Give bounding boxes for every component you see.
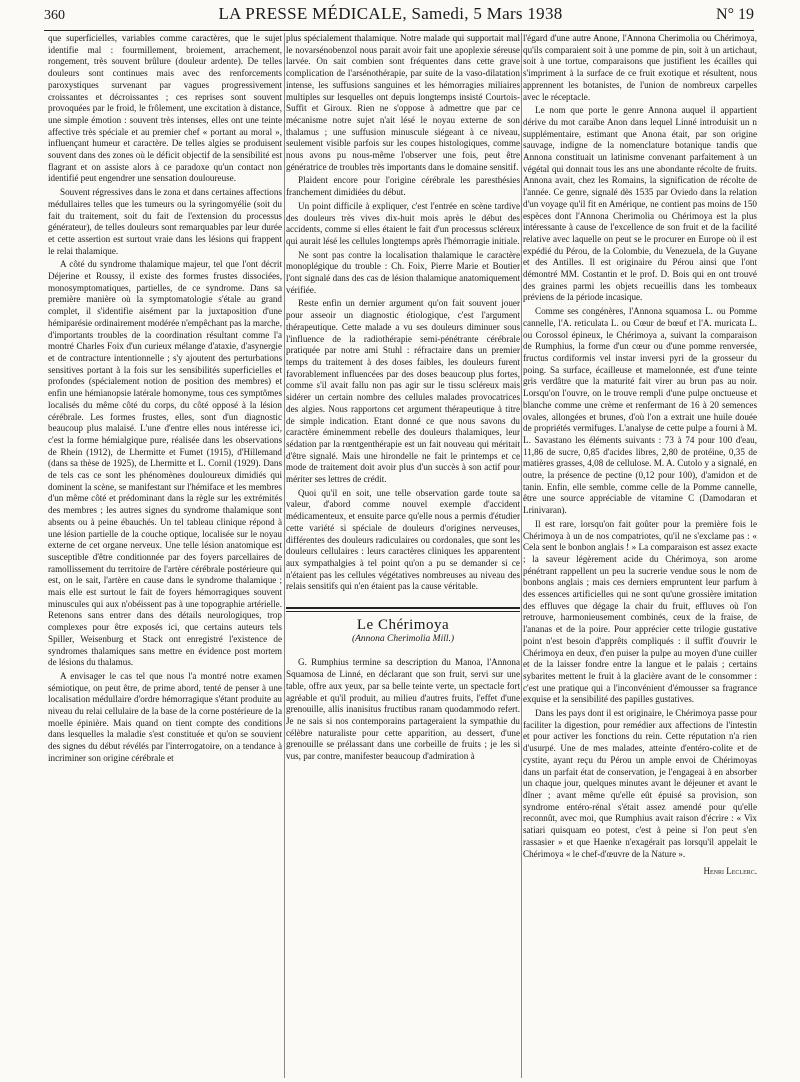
column-rule [284,33,285,1078]
paragraph: Il est rare, lorsqu'on fait goûter pour la première fois le Chérimoya à un de nos compatriotes, qu'il ne s'exclame pas : « Cela sent le bonbon anglais ! » La comparaison est assez exacte ; la saveur légèrement acide du Chérimoya, son arome pénétrant rappellent un peu la sucrerie vendue sous le nom de bonbons anglais ; mais ces derniers empruntent leur parfum à des essences artificielles qui ne sont qu'une grossière imitation des effluves que dégage la chair du fruit, effluves où l'on retrouve, harmonieusement combinés, ceux de la fraise, de l'ananas et de la poire. Pour apprécier cette trilogie gustative point n'est besoin d'apprêts compliqués : il suffit d'ouvrir le Chérimoya en deux, d'en puiser la pulpe au moyen d'une cuiller et de la laisser fondre entre la langue et le palais ; certains sybarites mettent le fruit à la glacière avant de le consommer : c'est une pratique qui a l'inconvénient d'émousser sa fragrance exquise et la sensibilité des papilles gustatives. [523,518,757,705]
article-separator [286,607,520,612]
paragraph: A envisager le cas tel que nous l'a montré notre examen sémiotique, on peut être, de prime abord, tenté de penser à une localisation médullaire d'ordre hémorragique s'étant produite au niveau du relai cellulaire de la base de la corne postérieure de la moelle épinière. Mais quand on tient compte des conditions dans lesquelles la maladie s'est constituée et qu'on se souvient des signes du début révélés par l'interrogatoire, on a tendance à incriminer son origine cérébrale et [48,670,282,763]
paragraph: Dans les pays dont il est originaire, le Chérimoya passe pour faciliter la digestion, pour remédier aux affections de l'intestin et pour activer les fonctions du rein. Cette réputation n'a rien d'usurpé. Une de mes malades, atteinte d'entéro-colite et de cystite, ayant reçu du Pérou un ample envoi de Chérimoyas dans un parfait état de conservation, je l'engageai à en absorber un chaque jour, quelques minutes avant le déjeuner et avant le dîner ; avant même qu'elle eût épuisé sa provision, son syndrome entéro-rénal s'était assez amendé pour qu'elle reconnût, avec moi, que Rumphius avait raison d'écrire : « Vix satiari quisquam eo potest, c'est à peine si l'on peut s'en rassasier » et que Haenke n'exagérait pas lorsqu'il appelait le Chérimoya « le chef-d'œuvre de la Nature ». [523,708,757,859]
text-column-1 [48,33,282,1081]
paragraph: Le nom que porte le genre Annona auquel il appartient dérive du mot caraïbe Anon dans lequel Linné introduisit un n supplémentaire, estimant que Anona était, par son origine sauvage, indigne de la nomenclature botanique tandis que Annona constituait un latinisme convenant parfaitement à un végétal qui donnait tous les ans une abondante récolte de fruits. Annona avait, chez les Romains, la signification de récolte de l'année. Ce genre, signalé dès 1535 par Oviedo dans la relation d'un voyage qu'il fit en Amérique, ne contient pas moins de 150 espèces dont l'Annona Cherimolia ou Chérimoya est la plus intéressante à cause de l'excellence de son fruit et de la facilité relative avec laquelle on peut se le procurer en Europe où il est expédié du Pérou, de la Colombie, du Venezuela, de la Guyane et des Antilles. Il est originaire du Pérou ainsi que l'ont démontré MM. Costantin et le prof. D. Bois qui en ont trouvé des graines parmi les objets recueillis dans les tombeaux préviens de la période incasique. [523,105,757,303]
publication-title: LA PRESSE MÉDICALE, Samedi, 5 Mars 1938 [218,4,563,23]
paragraph: G. Rumphius termine sa description du Manoa, l'Annona Squamosa de Linné, en déclarant que son fruit, servi sur une table, offre aux yeux, par sa belle teinte verte, un spectacle fort agréable et qu'il produit, au milieu d'autres fruits, l'effet d'une grenouille, allis inanisitus fructibus ranam quodammodo refert. Je ne sais si nos contemporains partageraient la sympathie du célèbre naturaliste pour cette apparition, au dessert, d'une grenouille se prélassant dans une corbeille de fruits ; je les si vus, par contre, manifester beaucoup d'admiration à [286,657,520,762]
article-title: Le Chérimoya [356,617,450,634]
author-byline: Henri Leclerc. [703,866,757,877]
issue-number: N° 19 [716,6,754,23]
paragraph: Un point difficile à expliquer, c'est l'entrée en scène tardive des douleurs très vives dix-huit mois après le début des accidents, comme si elles étaient le fait d'un processus scléreux qui aurait lésé les cellules longtemps après l'hémorragie initiale. [286,200,520,246]
text-column-2 [286,33,520,1081]
column-rule [521,33,522,1078]
paragraph: Plaident encore pour l'origine cérébrale les paresthésies franchement dimidiées du début. [286,175,520,198]
paragraph: Souvent régressives dans le zona et dans certaines affections médullaires telles que les tumeurs ou la syringomyélie (soit du fait du traitement, soit du fait de l'extension du processus générateur), de telles douleurs sont remarquables par leur durée et cette assertion est surtout vraie dans les lésions qui frappent le relai thalamique. [48,187,282,256]
paragraph: Reste enfin un dernier argument qu'on fait souvent jouer pour asseoir un diagnostic étiologique, c'est l'argument thérapeutique. Cette malade a vu ses douleurs diminuer sous l'influence de la radiothérapie semi-pénétrante cérébrale pratiquée par notre ami Stuhl : réfractaire dans un premier temps du traitement à des doses faibles, les douleurs furent favorablement influencées par des doses beaucoup plus fortes, comme s'il avait fallu non pas agir sur le tissu scléreux mais sidérer un certain nombre des cellules malades provocatrices des algies. Nous rapportons cet argument thérapeutique à titre de simple indication. Etant donné ce que nous savons du caractère éminemment rebelle des douleurs thalamiques, leur sédation par la rœntgenthérapie est un fait nouveau qui méritait d'être signalé. Mais une hirondelle ne fait le printemps et ce mode de traitement doit avoir plus d'un succès à son actif pour mériter ses lettres de crédit. [286,298,520,485]
paragraph: Quoi qu'il en soit, une telle observation garde toute sa valeur, d'abord comme nouvel exemple d'accident médicamenteux, et ensuite parce qu'elle nous a permis d'étudier cette variété si spéciale de douleurs d'origines nerveuses, différentes des douleurs radiculaires ou cordonales, que sont les douleurs cellulaires : leurs caractères cliniques les apparentent aux sympathalgies à tel point qu'on a pu se demander si ce n'étaient pas les cellules végétatives nombreuses au niveau des relais sensitifs qui n'en étaient pas la cause véritable. [286,487,520,592]
page-header [44,4,754,31]
text-column-3 [523,33,757,1081]
paragraph: Comme ses congénères, l'Annona squamosa L. ou Pomme cannelle, l'A. reticulata L. ou Cœur de bœuf et l'A. muricata L. ou Corossol épineux, le Chérimoya a, suivant la comparaison de Rumphius, la forme d'un cœur ou d'une pomme renversée, fructus cordiformis vel instar inversi pyri de la grosseur du poing. Sa surface, écailleuse et mamelonnée, est d'une teinte gris verdâtre que la maturité fait virer au brun pas au noir. Lorsqu'on l'ouvre, on le trouve rempli d'une pulpe onctueuse et blanche comme une crème et renfermant de 16 à 20 semences ovales, allongées et brunes, d'où l'on a extrait une huile douée de propriétés vermifuges. L'analyse de cette pulpe a fourni à M. L. Savastano les éléments suivants : 73 à 74 pour 100 d'eau, 11,86 de sucre, 0,85 d'acides libres, 2,80 de protéine, 0,35 de matières grasses, 4,08 de cellulose. M. A. Cutolo y a signalé, en outre, la présence de pectine (0,12 pour 100), d'amidon et de tanin. Enfin, elle semble, comme celle de la Pomme cannelle, être une source appréciable de vitamine C (Damodaran et Lrinivaran). [523,306,757,516]
paragraph: que superficielles, variables comme caractères, que le sujet identifie mal : fourmillement, broiement, arrachement, rongement, très souvent brûlure (douleur ardente). De telles douleurs sont continues mais avec des renforcements paroxystiques survenant par vagues progressivement croissantes et décroissantes ; ces reprises sont souvent provoquées par le froid, le frôlement, une excitation à distance, une simple émotion : souvent très intenses, elles ont une teinte affective très spéciale et au premier chef « portant au moral », influençant humeur et caractère. De telles algies se produisent souvent dans des zones où le déficit objectif de la sensibilité est flagrant et on assiste alors à ce paradoxe qu'un contact non identifié peut engendrer une sensation douloureuse. [48,33,282,184]
paragraph: plus spécialement thalamique. Notre malade qui supportait mal le novarsénobenzol nous parait avoir fait une apoplexie séreuse larvée. On sait combien sont fréquentes dans cette grave complication de l'arsénothérapie, par suite de la vaso-dilatation intense, les suffusions sanguines et les hémorragies miliaires multiples sur lesquelles ont depuis longtemps insisté Courtois-Suffit et Giroux. Rien ne s'oppose à admettre que par ce mécanisme notre sujet n'ait lésé le noyau externe de son thalamus ; une suffusion minuscule siégeant à ce niveau, seulement visible parfois sur les coupes histologiques, comme nous avons pu nous-même l'observer une fois, peut être génératrice de troubles très importants dans le domaine sensitif. [286,33,520,172]
page-number: 360 [44,8,65,23]
article-subtitle: (Annona Cherimolia Mill.) [351,633,455,644]
paragraph: Ne sont pas contre la localisation thalamique le caractère monoplégique du trouble : Ch. Foix, Pierre Marie et Boutier l'ont signalé dans des cas de lésion thalamique anatomiquement vérifiée. [286,249,520,295]
paragraph: A côté du syndrome thalamique majeur, tel que l'ont décrit Déjerine et Roussy, il existe des formes frustes dissociées, monosymptomatiques, partielles, de ce syndrome. Dans sa première manière où la symptomatologie s'étale au grand complet, il s'identifie aisément par la juxtaposition d'une hémiparésie ordinairement modérée n'empêchant pas la marche, d'importants troubles de la coordination résultant comme l'a montré Charles Foix d'un curieux mélange d'ataxie, d'asynergie et de contracture intentionnelle ; s'y ajoutent des perturbations sensitives portant à la fois sur les sensibilités superficielles et profondes (spécialement notion de position des membres) et enfin une hémianopsie latérale homonyme, tous ces symptômes localisés du même côté du corps, du côté opposé à la lésion cérébrale. Les formes frustes, elles, sont d'un diagnostic beaucoup plus malaisé. L'une d'entre elles nous intéresse ici, c'est la forme hémialgique pure, réalisée dans les observations de Rhein (1912), de Lhermitte et Fumet (1915), d'Hillemand (dans sa thèse de 1925), de Lhermitte et L. Cornil (1929). Dans de tels cas ce sont les phénomènes douloureux dimidiés qui dominent la scène, se manifestant sur l'hémiface et les membres d'un même côté et prédominant dans la règle sur les extrémités des membres ; les autres signes du syndrome thalamique sont absents ou à peine ébauchés. Un tel tableau clinique répond à une lésion partielle de la couche optique, localisée sur le noyau externe de cet organe nerveux. Une telle lésion anatomique est susceptible d'être conditionnée par des foyers parcellaires de ramollissement du territoire de l'artère cérébrale postérieure qui est, on le sait, l'artère en cause dans le syndrome thalamique ; mais elle est surtout le fait de foyers hémorragiques souvent minuscules qui aux n'obéissent pas à une topographie artérielle. Retenons sans entrer dans des détails neurologiques, trop complexes pour être exposés ici, que certains auteurs tels Spiller, Weisenburg et Stack ont enregistré l'existence de syndromes thalamiques sans mettre en évidence post mortem de lésions du thalamus. [48,259,282,668]
paragraph: l'égard d'une autre Anone, l'Annona Cherimolia ou Chérimoya, qu'ils comparaient soit à une pomme de pin, soit à un artichaut, soit à une tortue, comparaisons que justifient les écailles qui s'impriment à la surface de ce fruit exotique et résultent, nous apprennent les botanistes, de l'union de nombreux carpelles avec le réceptacle. [523,33,757,102]
